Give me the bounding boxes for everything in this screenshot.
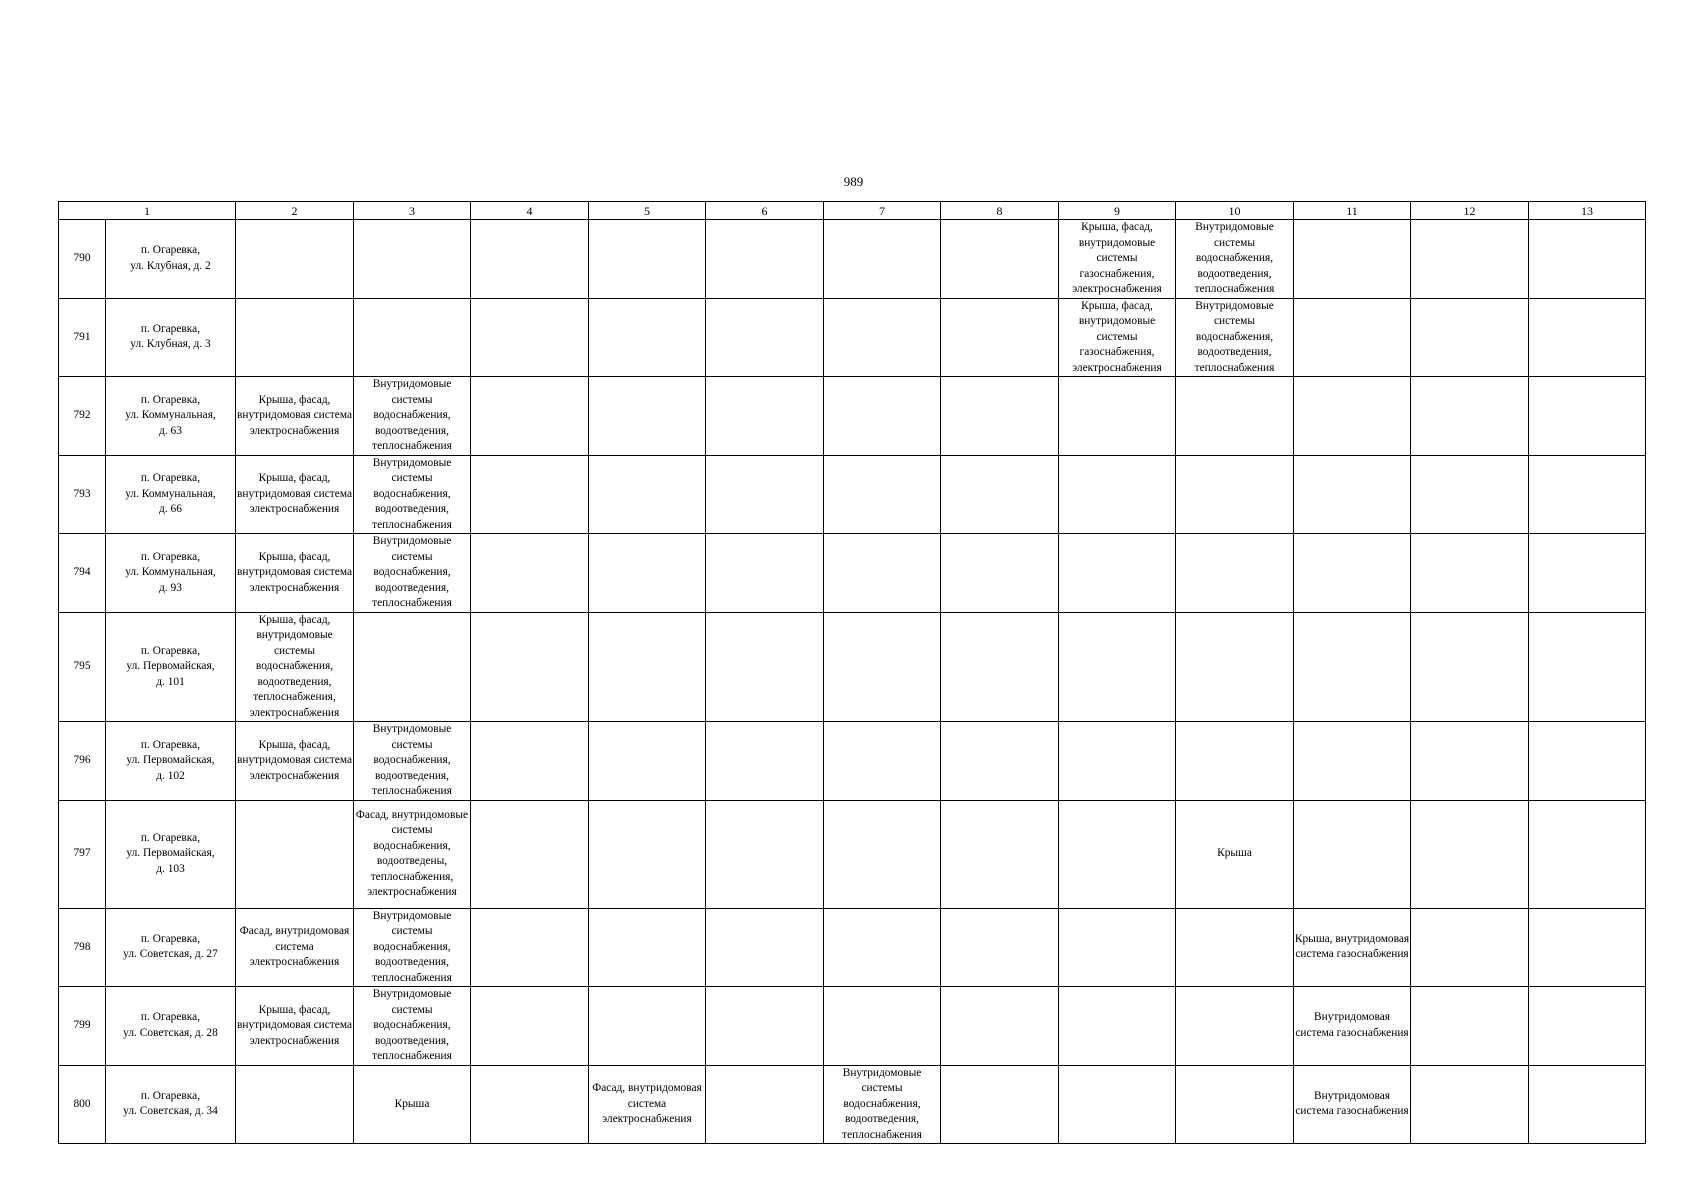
- work-cell-col-13: [1529, 377, 1646, 456]
- work-cell-col-12: [1411, 298, 1529, 377]
- address-cell: [106, 800, 236, 908]
- work-cell-col-7: [824, 220, 941, 299]
- address-line: д. 93: [159, 581, 182, 594]
- work-cell-col-7: [824, 298, 941, 377]
- row-number: 792: [59, 377, 106, 456]
- work-cell-col-8: [941, 800, 1059, 908]
- work-cell-col-11: [1294, 377, 1411, 456]
- column-header: 11: [1294, 202, 1411, 220]
- work-cell-col-3: [354, 220, 471, 299]
- address-line: ул. Первомайская,: [126, 660, 215, 672]
- address-line: ул. Коммунальная,: [125, 487, 216, 500]
- table-row: [59, 377, 1646, 456]
- work-cell-col-3: Фасад, внутридомовые системы водоснабжения, водоотведены, теплоснабжения, электроснабжения: [354, 800, 471, 908]
- work-cell-col-3: Внутридомовые системы водоснабжения, водоотведения, теплоснабжения: [354, 534, 471, 613]
- table-row: [59, 722, 1646, 801]
- address-line: д. 101: [156, 675, 185, 688]
- table-row: [59, 455, 1646, 534]
- work-cell-col-2: Крыша, фасад, внутридомовая система электроснабжения: [236, 455, 354, 534]
- work-cell-col-4: [471, 800, 589, 908]
- row-number: 790: [59, 220, 106, 299]
- work-cell-col-4: [471, 908, 589, 987]
- column-number-row: [59, 202, 1646, 220]
- work-cell-col-4: [471, 612, 589, 722]
- work-cell-col-7: [824, 534, 941, 613]
- work-cell-col-9: Крыша, фасад, внутридомовые системы газоснабжения, электроснабжения: [1059, 298, 1176, 377]
- work-cell-col-10: [1176, 1065, 1294, 1144]
- address-line: д. 63: [159, 424, 182, 437]
- work-cell-col-11: Крыша, внутридомовая система газоснабжения: [1294, 908, 1411, 987]
- work-cell-col-8: [941, 220, 1059, 299]
- work-cell-col-9: Крыша, фасад, внутридомовые системы газоснабжения, электроснабжения: [1059, 220, 1176, 299]
- row-number: 799: [59, 987, 106, 1066]
- work-cell-col-11: [1294, 298, 1411, 377]
- address-line: п. Огаревка,: [140, 1089, 201, 1102]
- work-cell-col-12: [1411, 987, 1529, 1066]
- row-number: 797: [59, 800, 106, 908]
- work-cell-col-3: [354, 612, 471, 722]
- work-cell-col-10: Внутридомовые системы водоснабжения, водоотведения, теплоснабжения: [1176, 298, 1294, 377]
- address-line: д. 102: [156, 769, 185, 782]
- address-cell: [106, 377, 236, 456]
- work-cell-col-9: [1059, 612, 1176, 722]
- row-number: 795: [59, 612, 106, 722]
- address-line: ул. Клубная, д. 2: [130, 259, 211, 272]
- work-cell-col-12: [1411, 908, 1529, 987]
- table-row: [59, 800, 1646, 908]
- row-number: 794: [59, 534, 106, 613]
- work-cell-col-4: [471, 534, 589, 613]
- work-cell-col-13: [1529, 298, 1646, 377]
- work-cell-col-11: [1294, 220, 1411, 299]
- address-cell: [106, 1065, 236, 1144]
- column-header: 12: [1411, 202, 1529, 220]
- work-cell-col-3: Внутридомовые системы водоснабжения, водоотведения, теплоснабжения: [354, 377, 471, 456]
- column-header: 9: [1059, 202, 1176, 220]
- column-header: 1: [59, 202, 236, 220]
- address-line: п. Огаревка,: [140, 932, 201, 945]
- work-cell-col-13: [1529, 722, 1646, 801]
- work-cell-col-10: [1176, 377, 1294, 456]
- address-cell: [106, 908, 236, 987]
- address-line: п. Огаревка,: [140, 831, 201, 844]
- address-line: ул. Советская, д. 28: [123, 1026, 218, 1039]
- work-cell-col-10: [1176, 612, 1294, 722]
- address-line: ул. Советская, д. 34: [123, 1105, 218, 1118]
- work-cell-col-11: Внутридомовая система газоснабжения: [1294, 1065, 1411, 1144]
- address-line: п. Огаревка,: [140, 393, 201, 406]
- work-cell-col-4: [471, 987, 589, 1066]
- work-cell-col-12: [1411, 377, 1529, 456]
- work-cell-col-2: [236, 1065, 354, 1144]
- work-cell-col-9: [1059, 800, 1176, 908]
- work-cell-col-10: [1176, 987, 1294, 1066]
- address-cell: [106, 987, 236, 1066]
- work-cell-col-12: [1411, 612, 1529, 722]
- work-cell-col-4: [471, 455, 589, 534]
- work-cell-col-10: Внутридомовые системы водоснабжения, водоотведения, теплоснабжения: [1176, 220, 1294, 299]
- work-cell-col-4: [471, 722, 589, 801]
- work-cell-col-2: Крыша, фасад, внутридомовая система электроснабжения: [236, 377, 354, 456]
- work-cell-col-7: [824, 455, 941, 534]
- work-cell-col-5: Фасад, внутридомовая система электроснабжения: [589, 1065, 706, 1144]
- work-cell-col-8: [941, 987, 1059, 1066]
- work-cell-col-13: [1529, 534, 1646, 613]
- address-cell: [106, 612, 236, 722]
- work-cell-col-2: Фасад, внутридомовая система электроснабжения: [236, 908, 354, 987]
- address-line: д. 103: [156, 862, 185, 875]
- work-cell-col-7: Внутридомовые системы водоснабжения, водоотведения, теплоснабжения: [824, 1065, 941, 1144]
- work-cell-col-9: [1059, 534, 1176, 613]
- work-cell-col-9: [1059, 722, 1176, 801]
- table-row: [59, 987, 1646, 1066]
- column-header: 3: [354, 202, 471, 220]
- work-cell-col-5: [589, 908, 706, 987]
- work-cell-col-5: [589, 377, 706, 456]
- work-cell-col-4: [471, 1065, 589, 1144]
- address-line: ул. Первомайская,: [126, 754, 215, 766]
- repair-schedule-table: [58, 201, 1646, 1144]
- work-cell-col-13: [1529, 800, 1646, 908]
- work-cell-col-5: [589, 800, 706, 908]
- work-cell-col-12: [1411, 800, 1529, 908]
- table-row: [59, 220, 1646, 299]
- work-cell-col-6: [706, 987, 824, 1066]
- work-cell-col-13: [1529, 220, 1646, 299]
- row-number: 798: [59, 908, 106, 987]
- work-cell-col-2: [236, 298, 354, 377]
- column-header: 13: [1529, 202, 1646, 220]
- work-cell-col-11: [1294, 455, 1411, 534]
- row-number: 800: [59, 1065, 106, 1144]
- work-cell-col-5: [589, 987, 706, 1066]
- address-line: п. Огаревка,: [140, 738, 201, 751]
- column-header: 6: [706, 202, 824, 220]
- work-cell-col-5: [589, 455, 706, 534]
- work-cell-col-7: [824, 377, 941, 456]
- work-cell-col-10: [1176, 722, 1294, 801]
- work-cell-col-5: [589, 534, 706, 613]
- work-cell-col-2: Крыша, фасад, внутридомовые системы водоснабжения, водоотведения, теплоснабжения, электроснабжения: [236, 612, 354, 722]
- work-cell-col-2: Крыша, фасад, внутридомовая система электроснабжения: [236, 534, 354, 613]
- work-cell-col-12: [1411, 220, 1529, 299]
- work-cell-col-4: [471, 220, 589, 299]
- work-cell-col-2: Крыша, фасад, внутридомовая система электроснабжения: [236, 987, 354, 1066]
- work-cell-col-9: [1059, 908, 1176, 987]
- work-cell-col-3: Внутридомовые системы водоснабжения, водоотведения, теплоснабжения: [354, 908, 471, 987]
- column-header: 8: [941, 202, 1059, 220]
- column-header: 10: [1176, 202, 1294, 220]
- address-cell: [106, 220, 236, 299]
- address-cell: [106, 534, 236, 613]
- table-row: [59, 298, 1646, 377]
- address-line: ул. Клубная, д. 3: [130, 338, 211, 351]
- work-cell-col-13: [1529, 1065, 1646, 1144]
- work-cell-col-6: [706, 908, 824, 987]
- work-cell-col-7: [824, 722, 941, 801]
- work-cell-col-6: [706, 377, 824, 456]
- work-cell-col-8: [941, 722, 1059, 801]
- work-cell-col-8: [941, 377, 1059, 456]
- work-cell-col-6: [706, 455, 824, 534]
- work-cell-col-13: [1529, 987, 1646, 1066]
- address-line: ул. Советская, д. 27: [123, 948, 218, 961]
- work-cell-col-8: [941, 1065, 1059, 1144]
- work-cell-col-9: [1059, 987, 1176, 1066]
- work-cell-col-6: [706, 1065, 824, 1144]
- work-cell-col-10: [1176, 534, 1294, 613]
- work-cell-col-6: [706, 298, 824, 377]
- table-row: [59, 534, 1646, 613]
- column-header: 7: [824, 202, 941, 220]
- row-number: 791: [59, 298, 106, 377]
- work-cell-col-8: [941, 534, 1059, 613]
- work-cell-col-11: [1294, 800, 1411, 908]
- work-cell-col-6: [706, 534, 824, 613]
- address-line: ул. Коммунальная,: [125, 566, 216, 578]
- column-header: 5: [589, 202, 706, 220]
- work-cell-col-5: [589, 220, 706, 299]
- table-row: [59, 612, 1646, 722]
- work-cell-col-6: [706, 800, 824, 908]
- work-cell-col-4: [471, 298, 589, 377]
- column-header: 2: [236, 202, 354, 220]
- work-cell-col-8: [941, 908, 1059, 987]
- table-body: [59, 220, 1646, 1144]
- work-cell-col-2: Крыша, фасад, внутридомовая система электроснабжения: [236, 722, 354, 801]
- page-number: 989: [843, 174, 864, 189]
- column-header: 4: [471, 202, 589, 220]
- address-cell: [106, 298, 236, 377]
- work-cell-col-7: [824, 987, 941, 1066]
- work-cell-col-13: [1529, 612, 1646, 722]
- work-cell-col-12: [1411, 534, 1529, 613]
- work-cell-col-6: [706, 722, 824, 801]
- address-line: п. Огаревка,: [140, 550, 201, 563]
- row-number: 793: [59, 455, 106, 534]
- work-cell-col-6: [706, 220, 824, 299]
- work-cell-col-13: [1529, 455, 1646, 534]
- work-cell-col-3: Крыша: [354, 1065, 471, 1144]
- row-number: 796: [59, 722, 106, 801]
- table-row: [59, 1065, 1646, 1144]
- work-cell-col-5: [589, 722, 706, 801]
- work-cell-col-3: Внутридомовые системы водоснабжения, водоотведения, теплоснабжения: [354, 722, 471, 801]
- work-cell-col-8: [941, 612, 1059, 722]
- work-cell-col-8: [941, 298, 1059, 377]
- work-cell-col-3: Внутридомовые системы водоснабжения, водоотведения, теплоснабжения: [354, 455, 471, 534]
- work-cell-col-3: Внутридомовые системы водоснабжения, водоотведения, теплоснабжения: [354, 987, 471, 1066]
- address-line: п. Огаревка,: [140, 322, 201, 335]
- work-cell-col-11: [1294, 534, 1411, 613]
- work-cell-col-6: [706, 612, 824, 722]
- address-cell: [106, 722, 236, 801]
- work-cell-col-12: [1411, 722, 1529, 801]
- work-cell-col-7: [824, 800, 941, 908]
- address-line: п. Огаревка,: [140, 1011, 201, 1024]
- work-cell-col-7: [824, 612, 941, 722]
- table-row: [59, 908, 1646, 987]
- work-cell-col-10: [1176, 908, 1294, 987]
- work-cell-col-13: [1529, 908, 1646, 987]
- work-cell-col-2: [236, 800, 354, 908]
- address-line: д. 66: [159, 503, 182, 515]
- work-cell-col-7: [824, 908, 941, 987]
- work-cell-col-11: [1294, 722, 1411, 801]
- work-cell-col-4: [471, 377, 589, 456]
- address-line: п. Огаревка,: [140, 644, 201, 657]
- work-cell-col-8: [941, 455, 1059, 534]
- address-line: ул. Первомайская,: [126, 847, 215, 860]
- work-cell-col-2: [236, 220, 354, 299]
- work-cell-col-9: [1059, 1065, 1176, 1144]
- address-line: п. Огаревка,: [140, 244, 201, 257]
- address-line: п. Огаревка,: [140, 472, 201, 484]
- work-cell-col-11: Внутридомовая система газоснабжения: [1294, 987, 1411, 1066]
- work-cell-col-12: [1411, 455, 1529, 534]
- address-cell: [106, 455, 236, 534]
- work-cell-col-10: Крыша: [1176, 800, 1294, 908]
- work-cell-col-12: [1411, 1065, 1529, 1144]
- address-line: ул. Коммунальная,: [125, 409, 216, 421]
- work-cell-col-9: [1059, 455, 1176, 534]
- work-cell-col-10: [1176, 455, 1294, 534]
- work-cell-col-11: [1294, 612, 1411, 722]
- work-cell-col-3: [354, 298, 471, 377]
- work-cell-col-5: [589, 298, 706, 377]
- work-cell-col-5: [589, 612, 706, 722]
- work-cell-col-9: [1059, 377, 1176, 456]
